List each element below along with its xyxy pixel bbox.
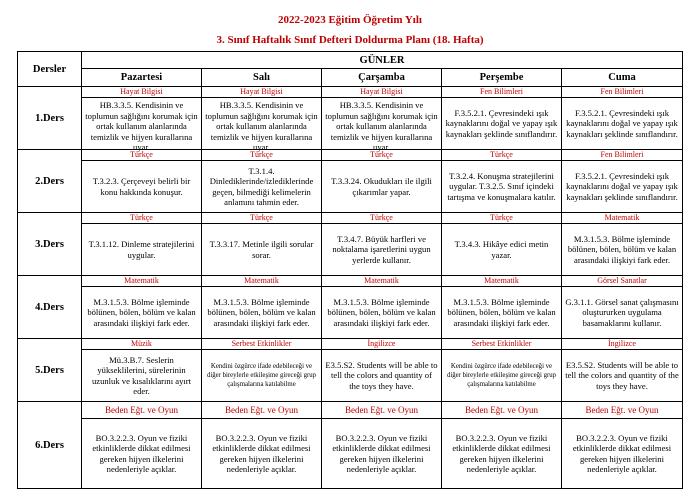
- objective-text: Mü.3.B.7. Seslerin yükseklilerini, sürelerinin uzunluk ve kısalıklarını ayırt eder.: [91, 354, 192, 396]
- lesson-cell-monday: [82, 213, 202, 276]
- subject-label: İngilizce: [562, 339, 682, 350]
- lesson-cell-thursday: [442, 276, 562, 339]
- subject-label: İngilizce: [322, 339, 441, 350]
- objective-text: HB.3.3.5. Kendisinin ve toplumun sağlığını korumak için ortak kullanım alanlarında temizlik ve hijyen kurallarına uyar.: [325, 100, 438, 152]
- lesson-row: [18, 339, 683, 402]
- objective-text: T.3.2.4. Konuşma stratejilerini uygular. T.3.2.5. Sınıf içindeki tartışma ve konuşmalara katılır.: [447, 170, 556, 202]
- lesson-cell-wednesday: [322, 87, 442, 150]
- lesson-cell-monday: [82, 339, 202, 402]
- day-header-thursday: Perşembe: [442, 69, 562, 87]
- subject-label: Beden Eğt. ve Oyun: [82, 402, 201, 419]
- dersler-header: Dersler: [18, 52, 82, 87]
- objective-text: F.3.5.2.1. Çevresindeki ışık kaynaklarını doğal ve yapay ışık kaynakları şeklinde sınıflandırır.: [566, 107, 678, 139]
- subject-label: Matematik: [442, 276, 561, 287]
- lesson-cell-tuesday: [202, 339, 322, 402]
- lesson-label: 2.Ders: [18, 150, 82, 213]
- subject-label: Türkçe: [82, 150, 201, 161]
- objective-text: G.3.1.1. Görsel sanat çalışmasını oluştururken uygulama basamaklarını kullanır.: [565, 296, 679, 328]
- day-header-monday: Pazartesi: [82, 69, 202, 87]
- lesson-cell-friday: [562, 276, 683, 339]
- lesson-label: 4.Ders: [18, 276, 82, 339]
- subject-label: Görsel Sanatlar: [562, 276, 682, 287]
- lesson-cell-friday: [562, 339, 683, 402]
- lesson-row: [18, 87, 683, 150]
- lesson-cell-wednesday: [322, 276, 442, 339]
- subject-label: Hayat Bilgisi: [202, 87, 321, 98]
- subject-label: Müzik: [82, 339, 201, 350]
- lesson-row: [18, 276, 683, 339]
- lesson-cell-thursday: [442, 150, 562, 213]
- lesson-cell-tuesday: [202, 87, 322, 150]
- objective-text: F.3.5.2.1. Çevresindeki ışık kaynaklarını doğal ve yapay ışık kaynakları şeklinde sınıflandırır.: [445, 107, 558, 139]
- subject-label: Matematik: [322, 276, 441, 287]
- lesson-cell-thursday: [442, 402, 562, 489]
- subject-label: Beden Eğt. ve Oyun: [202, 402, 321, 419]
- objective-text: M.3.1.5.3. Bölme işleminde bölünen, bölen, bölüm ve kalan arasındaki ilişkiyi fark eder.: [447, 296, 556, 328]
- subject-label: Türkçe: [322, 213, 441, 224]
- lesson-cell-monday: [82, 276, 202, 339]
- lesson-cell-wednesday: [322, 213, 442, 276]
- subject-label: Fen Bilimleri: [442, 87, 561, 98]
- subject-label: Türkçe: [322, 150, 441, 161]
- subject-label: Türkçe: [202, 213, 321, 224]
- subject-label: Türkçe: [82, 213, 201, 224]
- lesson-row: [18, 402, 683, 489]
- lesson-cell-wednesday: [322, 150, 442, 213]
- lesson-cell-monday: [82, 402, 202, 489]
- objective-text: BO.3.2.2.3. Oyun ve fiziki etkinliklerde dikkat edilmesi gereken hijyen ilkelerini nedenleriyle açıklar.: [332, 432, 431, 474]
- lesson-cell-wednesday: [322, 339, 442, 402]
- objective-text: M.3.1.5.3. Bölme işleminde bölünen, bölen, bölüm ve kalan arasındaki ilişkiyi fark eder.: [327, 296, 436, 328]
- objective-text: T.3.1.4. Dinlediklerinde/izlediklerinde geçen, bilmediği kelimelerin anlamını tahmin eder.: [209, 165, 314, 207]
- objective-text: BO.3.2.2.3. Oyun ve fiziki etkinliklerde dikkat edilmesi gereken hijyen ilkelerini nedenleriyle açıklar.: [92, 432, 191, 474]
- objective-text: BO.3.2.2.3. Oyun ve fiziki etkinliklerde dikkat edilmesi gereken hijyen ilkelerini nedenleriyle açıklar.: [212, 432, 311, 474]
- lesson-row: [18, 213, 683, 276]
- subject-label: Fen Bilimleri: [562, 87, 682, 98]
- lesson-cell-friday: [562, 150, 683, 213]
- day-header-tuesday: Salı: [202, 69, 322, 87]
- subject-label: Serbest Etkinlikler: [202, 339, 321, 350]
- objective-text: HB.3.3.5. Kendisinin ve toplumun sağlığını korumak için ortak kullanım alanlarında temizlik ve hijyen kurallarına uyar.: [205, 100, 318, 152]
- document-title: 2022-2023 Eğitim Öğretim Yılı: [278, 14, 422, 26]
- objective-text: Kendini özgürce ifade edebileceği ve diğer bireylerle etkileşime gireceği grup çalışmalarına katılabilme: [446, 363, 557, 388]
- lesson-label: 5.Ders: [18, 339, 82, 402]
- subject-label: Beden Eğt. ve Oyun: [442, 402, 561, 419]
- subject-label: Matematik: [82, 276, 201, 287]
- lesson-cell-thursday: [442, 213, 562, 276]
- weekly-plan-table: [17, 51, 683, 489]
- lesson-label: 1.Ders: [18, 87, 82, 150]
- lesson-cell-monday: [82, 150, 202, 213]
- lesson-cell-tuesday: [202, 213, 322, 276]
- objective-text: HB.3.3.5. Kendisinin ve toplumun sağlığını korumak için ortak kullanım alanlarında temizlik ve hijyen kurallarına uyar.: [85, 100, 198, 152]
- day-header-wednesday: Çarşamba: [322, 69, 442, 87]
- objective-text: BO.3.2.2.3. Oyun ve fiziki etkinliklerde dikkat edilmesi gereken hijyen ilkelerini nedenleriyle açıklar.: [572, 432, 672, 474]
- subject-label: Serbest Etkinlikler: [442, 339, 561, 350]
- day-header-friday: Cuma: [562, 69, 683, 87]
- objective-text: T.3.4.7. Büyük harfleri ve noktalama işaretlerini uygun yerlerde kullanır.: [332, 233, 431, 265]
- subject-label: Matematik: [562, 213, 682, 224]
- lesson-cell-tuesday: [202, 276, 322, 339]
- subject-label: Matematik: [202, 276, 321, 287]
- objective-text: F.3.5.2.1. Çevresindeki ışık kaynaklarını doğal ve yapay ışık kaynakları şeklinde sınıflandırır.: [566, 170, 678, 202]
- document-subtitle: 3. Sınıf Haftalık Sınıf Defteri Doldurma Planı (18. Hafta): [216, 34, 484, 46]
- lesson-cell-friday: [562, 87, 683, 150]
- lesson-cell-wednesday: [322, 402, 442, 489]
- objective-text: M.3.1.5.3. Bölme işleminde bölünen, bölen, bölüm ve kalan arasındaki ilişkiyi fark eder.: [567, 233, 677, 265]
- lesson-cell-thursday: [442, 339, 562, 402]
- gunler-header: GÜNLER: [82, 52, 683, 69]
- lesson-cell-tuesday: [202, 150, 322, 213]
- objective-text: T.3.2.3. Çerçeveyi belirli bir konu hakkında konuşur.: [92, 176, 191, 197]
- lesson-label: 6.Ders: [18, 402, 82, 489]
- subject-label: Türkçe: [202, 150, 321, 161]
- lesson-label: 3.Ders: [18, 213, 82, 276]
- subject-label: Fen Bilimleri: [562, 150, 682, 161]
- lesson-cell-monday: [82, 87, 202, 150]
- lesson-row: [18, 150, 683, 213]
- subject-label: Türkçe: [442, 213, 561, 224]
- objective-text: BO.3.2.2.3. Oyun ve fiziki etkinliklerde dikkat edilmesi gereken hijyen ilkelerini nedenleriyle açıklar.: [452, 432, 551, 474]
- objective-text: E3.5.S2. Students will be able to tell the colors and quantity of the toys they have.: [565, 359, 679, 391]
- subject-label: Hayat Bilgisi: [322, 87, 441, 98]
- subject-label: Beden Eğt. ve Oyun: [322, 402, 441, 419]
- objective-text: T.3.3.24. Okudukları ile ilgili çıkarımlar yapar.: [331, 176, 432, 197]
- lesson-cell-thursday: [442, 87, 562, 150]
- objective-text: M.3.1.5.3. Bölme işleminde bölünen, bölen, bölüm ve kalan arasındaki ilişkiyi fark eder.: [207, 296, 316, 328]
- objective-text: E3.5.S2. Students will be able to tell the colors and quantity of the toys they have.: [325, 359, 438, 391]
- subject-label: Beden Eğt. ve Oyun: [562, 402, 682, 419]
- subject-label: Hayat Bilgisi: [82, 87, 201, 98]
- subject-label: Türkçe: [442, 150, 561, 161]
- lesson-cell-friday: [562, 213, 683, 276]
- objective-text: T.3.3.17. Metinle ilgili sorular sorar.: [209, 239, 314, 260]
- objective-text: M.3.1.5.3. Bölme işleminde bölünen, bölen, bölüm ve kalan arasındaki ilişkiyi fark eder.: [87, 296, 196, 328]
- lesson-cell-tuesday: [202, 402, 322, 489]
- objective-text: T.3.4.3. Hikâye edici metin yazar.: [454, 239, 549, 260]
- lesson-cell-friday: [562, 402, 683, 489]
- objective-text: T.3.1.12. Dinleme stratejilerini uygular.: [88, 239, 195, 260]
- objective-text: Kendini özgürce ifade edebileceği ve diğer bireylerle etkileşime gireceği grup çalışmalarına katılabilme: [206, 363, 317, 388]
